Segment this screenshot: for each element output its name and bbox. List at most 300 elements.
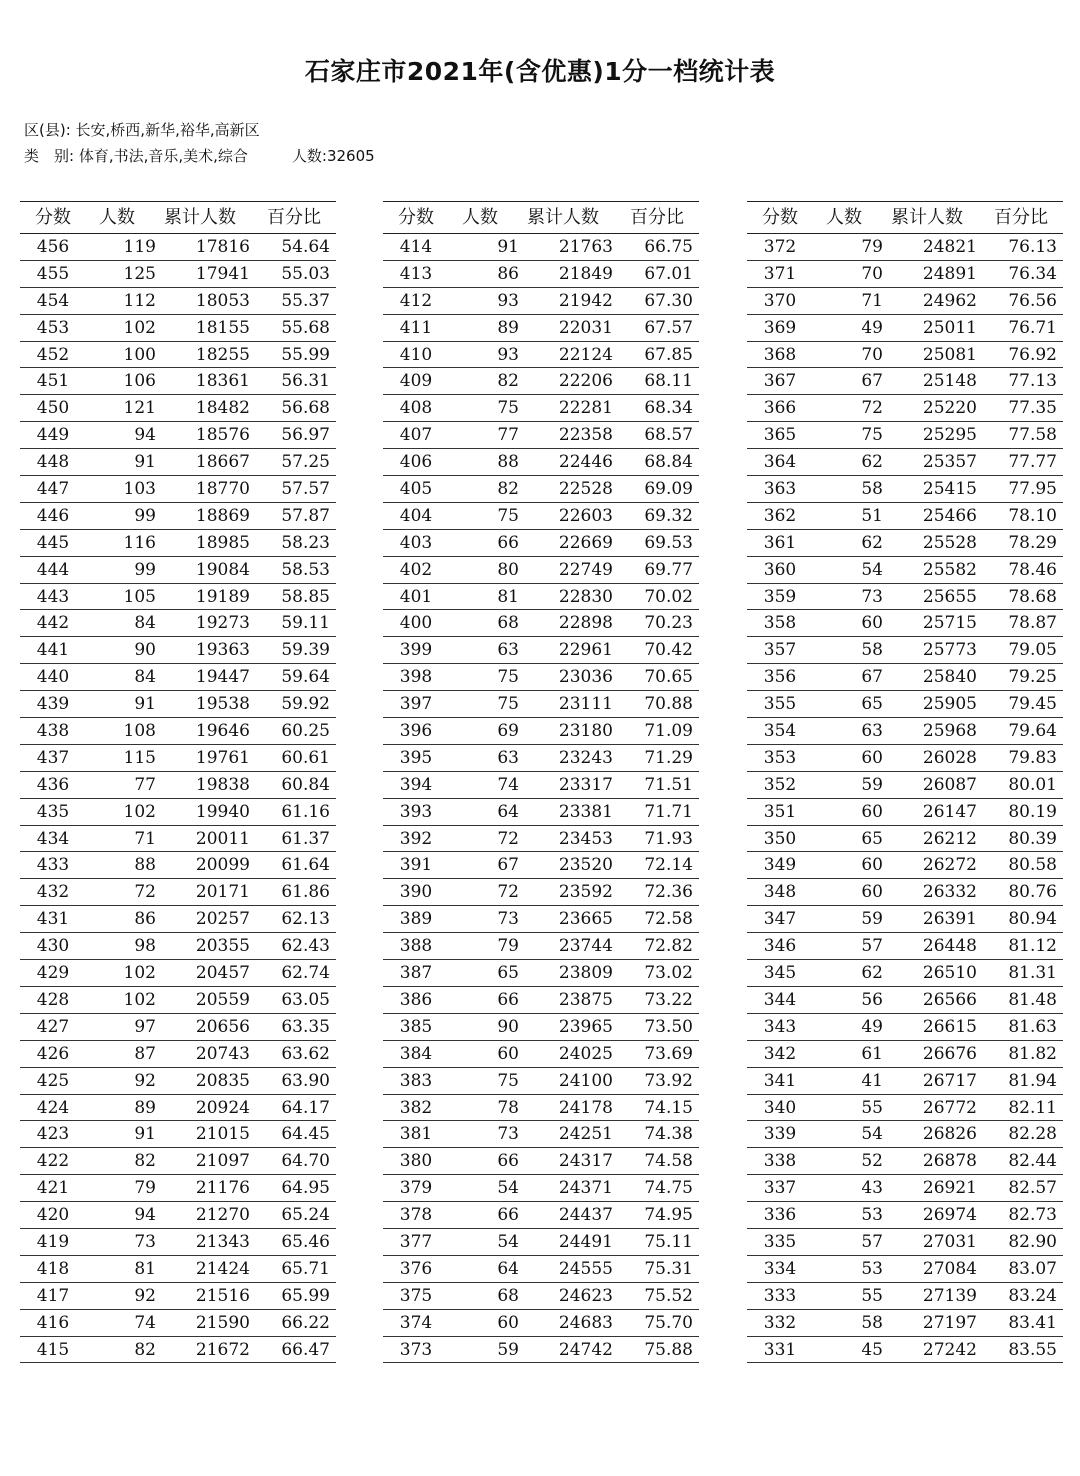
score-cell: 403 bbox=[399, 532, 433, 553]
percent-cell: 77.58 bbox=[1008, 425, 1057, 446]
score-cell: 406 bbox=[399, 452, 433, 473]
table-row bbox=[383, 1256, 699, 1283]
score-cell: 418 bbox=[36, 1258, 70, 1279]
table-row bbox=[383, 422, 699, 449]
cumulative-cell: 22749 bbox=[558, 559, 613, 580]
percent-cell: 58.53 bbox=[281, 559, 330, 580]
table-row bbox=[383, 584, 699, 611]
table-row bbox=[20, 745, 336, 772]
cumulative-cell: 26212 bbox=[922, 828, 977, 849]
cumulative-cell: 23875 bbox=[558, 989, 613, 1010]
cumulative-cell: 23180 bbox=[558, 721, 613, 742]
count-cell: 88 bbox=[134, 855, 156, 876]
table-row bbox=[747, 637, 1063, 664]
score-cell: 352 bbox=[763, 774, 797, 795]
cumulative-cell: 25220 bbox=[922, 398, 977, 419]
percent-cell: 77.35 bbox=[1008, 398, 1057, 419]
header-cumulative: 累计人数 bbox=[527, 207, 599, 228]
table-row bbox=[383, 395, 699, 422]
percent-cell: 83.41 bbox=[1008, 1312, 1057, 1333]
count-cell: 105 bbox=[123, 586, 156, 607]
percent-cell: 67.85 bbox=[644, 344, 693, 365]
count-cell: 78 bbox=[497, 1097, 519, 1118]
percent-cell: 76.71 bbox=[1008, 317, 1057, 338]
score-cell: 445 bbox=[36, 532, 70, 553]
table-row bbox=[20, 960, 336, 987]
score-cell: 377 bbox=[399, 1231, 433, 1252]
score-cell: 375 bbox=[399, 1285, 433, 1306]
cumulative-cell: 23453 bbox=[558, 828, 613, 849]
cumulative-cell: 27139 bbox=[922, 1285, 977, 1306]
count-cell: 99 bbox=[134, 505, 156, 526]
table-row bbox=[383, 503, 699, 530]
score-cell: 344 bbox=[763, 989, 797, 1010]
percent-cell: 71.51 bbox=[644, 774, 693, 795]
percent-cell: 80.39 bbox=[1008, 828, 1057, 849]
table-row bbox=[383, 718, 699, 745]
percent-cell: 63.35 bbox=[281, 1016, 330, 1037]
score-cell: 420 bbox=[36, 1205, 70, 1226]
cumulative-cell: 25840 bbox=[922, 667, 977, 688]
table-row bbox=[20, 315, 336, 342]
cumulative-cell: 23592 bbox=[558, 882, 613, 903]
table-row bbox=[747, 1337, 1063, 1364]
count-cell: 60 bbox=[861, 747, 883, 768]
count-cell: 100 bbox=[123, 344, 156, 365]
count-cell: 63 bbox=[497, 640, 519, 661]
header-count: 人数 bbox=[99, 207, 135, 228]
cumulative-cell: 20099 bbox=[195, 855, 250, 876]
score-cell: 417 bbox=[36, 1285, 70, 1306]
score-cell: 411 bbox=[399, 317, 433, 338]
percent-cell: 70.42 bbox=[644, 640, 693, 661]
score-cell: 332 bbox=[763, 1312, 797, 1333]
score-cell: 391 bbox=[399, 855, 433, 876]
percent-cell: 75.11 bbox=[644, 1231, 693, 1252]
cumulative-cell: 20559 bbox=[195, 989, 250, 1010]
count-cell: 84 bbox=[134, 613, 156, 634]
percent-cell: 55.68 bbox=[281, 317, 330, 338]
percent-cell: 62.74 bbox=[281, 963, 330, 984]
cumulative-cell: 23965 bbox=[558, 1016, 613, 1037]
percent-cell: 72.14 bbox=[644, 855, 693, 876]
cumulative-cell: 23317 bbox=[558, 774, 613, 795]
count-cell: 73 bbox=[861, 586, 883, 607]
table-row bbox=[383, 368, 699, 395]
count-cell: 67 bbox=[497, 855, 519, 876]
table-row bbox=[383, 637, 699, 664]
score-cell: 336 bbox=[763, 1205, 797, 1226]
count-cell: 60 bbox=[861, 801, 883, 822]
table-row bbox=[20, 422, 336, 449]
count-cell: 79 bbox=[134, 1178, 156, 1199]
table-row bbox=[747, 1310, 1063, 1337]
score-cell: 416 bbox=[36, 1312, 70, 1333]
percent-cell: 59.64 bbox=[281, 667, 330, 688]
cumulative-cell: 24178 bbox=[558, 1097, 613, 1118]
header-cumulative: 累计人数 bbox=[164, 207, 236, 228]
cumulative-cell: 21176 bbox=[195, 1178, 250, 1199]
score-cell: 381 bbox=[399, 1124, 433, 1145]
table-row bbox=[383, 1202, 699, 1229]
count-cell: 43 bbox=[861, 1178, 883, 1199]
percent-cell: 80.58 bbox=[1008, 855, 1057, 876]
table-row bbox=[383, 1121, 699, 1148]
count-cell: 60 bbox=[497, 1312, 519, 1333]
count-cell: 70 bbox=[861, 263, 883, 284]
table-row bbox=[20, 1068, 336, 1095]
header-percent: 百分比 bbox=[994, 207, 1048, 228]
count-cell: 69 bbox=[497, 721, 519, 742]
table-body bbox=[747, 234, 1063, 1363]
cumulative-cell: 23809 bbox=[558, 963, 613, 984]
table-header bbox=[20, 201, 336, 234]
percent-cell: 65.71 bbox=[281, 1258, 330, 1279]
count-cell: 63 bbox=[861, 721, 883, 742]
score-cell: 335 bbox=[763, 1231, 797, 1252]
percent-cell: 55.37 bbox=[281, 290, 330, 311]
count-cell: 60 bbox=[861, 613, 883, 634]
count-cell: 93 bbox=[497, 344, 519, 365]
score-cell: 451 bbox=[36, 371, 70, 392]
cumulative-cell: 25415 bbox=[922, 479, 977, 500]
percent-cell: 82.90 bbox=[1008, 1231, 1057, 1252]
score-cell: 435 bbox=[36, 801, 70, 822]
score-cell: 428 bbox=[36, 989, 70, 1010]
percent-cell: 76.34 bbox=[1008, 263, 1057, 284]
table-row bbox=[747, 261, 1063, 288]
cumulative-cell: 26826 bbox=[922, 1124, 977, 1145]
count-cell: 91 bbox=[134, 452, 156, 473]
percent-cell: 55.99 bbox=[281, 344, 330, 365]
count-cell: 74 bbox=[134, 1312, 156, 1333]
cumulative-cell: 24251 bbox=[558, 1124, 613, 1145]
score-cell: 339 bbox=[763, 1124, 797, 1145]
percent-cell: 63.05 bbox=[281, 989, 330, 1010]
total-label: 人数:32605 bbox=[291, 147, 375, 165]
header-score: 分数 bbox=[762, 207, 798, 228]
cumulative-cell: 17941 bbox=[195, 263, 250, 284]
percent-cell: 58.23 bbox=[281, 532, 330, 553]
cumulative-cell: 20835 bbox=[195, 1070, 250, 1091]
percent-cell: 81.63 bbox=[1008, 1016, 1057, 1037]
table-row bbox=[747, 1283, 1063, 1310]
score-cell: 341 bbox=[763, 1070, 797, 1091]
table-row bbox=[20, 933, 336, 960]
count-cell: 73 bbox=[134, 1231, 156, 1252]
table-row bbox=[383, 610, 699, 637]
table-row bbox=[20, 1283, 336, 1310]
cumulative-cell: 26087 bbox=[922, 774, 977, 795]
cumulative-cell: 21343 bbox=[195, 1231, 250, 1252]
count-cell: 103 bbox=[123, 479, 156, 500]
cumulative-cell: 18361 bbox=[195, 371, 250, 392]
score-cell: 368 bbox=[763, 344, 797, 365]
percent-cell: 71.93 bbox=[644, 828, 693, 849]
percent-cell: 65.24 bbox=[281, 1205, 330, 1226]
cumulative-cell: 21015 bbox=[195, 1124, 250, 1145]
table-row bbox=[383, 879, 699, 906]
cumulative-cell: 20656 bbox=[195, 1016, 250, 1037]
cumulative-cell: 26566 bbox=[922, 989, 977, 1010]
score-cell: 333 bbox=[763, 1285, 797, 1306]
count-cell: 62 bbox=[861, 963, 883, 984]
score-cell: 414 bbox=[399, 237, 433, 257]
table-row bbox=[747, 288, 1063, 315]
percent-cell: 76.13 bbox=[1008, 237, 1057, 257]
percent-cell: 74.75 bbox=[644, 1178, 693, 1199]
cumulative-cell: 25528 bbox=[922, 532, 977, 553]
table-row bbox=[20, 691, 336, 718]
percent-cell: 61.37 bbox=[281, 828, 330, 849]
score-cell: 338 bbox=[763, 1151, 797, 1172]
score-cell: 340 bbox=[763, 1097, 797, 1118]
table-row bbox=[20, 1229, 336, 1256]
count-cell: 90 bbox=[497, 1016, 519, 1037]
count-cell: 63 bbox=[497, 747, 519, 768]
header-score: 分数 bbox=[398, 207, 434, 228]
count-cell: 54 bbox=[861, 1124, 883, 1145]
score-cell: 424 bbox=[36, 1097, 70, 1118]
score-cell: 402 bbox=[399, 559, 433, 580]
percent-cell: 67.01 bbox=[644, 263, 693, 284]
cumulative-cell: 19363 bbox=[195, 640, 250, 661]
cumulative-cell: 22528 bbox=[558, 479, 613, 500]
percent-cell: 68.11 bbox=[644, 371, 693, 392]
percent-cell: 74.58 bbox=[644, 1151, 693, 1172]
cumulative-cell: 19838 bbox=[195, 774, 250, 795]
count-cell: 91 bbox=[134, 1124, 156, 1145]
score-cell: 437 bbox=[36, 747, 70, 768]
score-cell: 364 bbox=[763, 452, 797, 473]
table-row bbox=[383, 315, 699, 342]
table-row bbox=[20, 1310, 336, 1337]
table-row bbox=[747, 691, 1063, 718]
table-row bbox=[747, 1229, 1063, 1256]
percent-cell: 62.13 bbox=[281, 909, 330, 930]
cumulative-cell: 25295 bbox=[922, 425, 977, 446]
cumulative-cell: 18255 bbox=[195, 344, 250, 365]
cumulative-cell: 22830 bbox=[558, 586, 613, 607]
score-cell: 432 bbox=[36, 882, 70, 903]
cumulative-cell: 22206 bbox=[558, 371, 613, 392]
percent-cell: 60.61 bbox=[281, 747, 330, 768]
percent-cell: 81.94 bbox=[1008, 1070, 1057, 1091]
percent-cell: 78.68 bbox=[1008, 586, 1057, 607]
score-cell: 455 bbox=[36, 263, 70, 284]
score-cell: 405 bbox=[399, 479, 433, 500]
table-row bbox=[383, 1175, 699, 1202]
score-cell: 440 bbox=[36, 667, 70, 688]
count-cell: 65 bbox=[861, 828, 883, 849]
count-cell: 75 bbox=[497, 667, 519, 688]
score-cell: 434 bbox=[36, 828, 70, 849]
score-cell: 408 bbox=[399, 398, 433, 419]
cumulative-cell: 24623 bbox=[558, 1285, 613, 1306]
score-cell: 378 bbox=[399, 1205, 433, 1226]
cumulative-cell: 24317 bbox=[558, 1151, 613, 1172]
table-row bbox=[747, 584, 1063, 611]
header-score: 分数 bbox=[35, 207, 71, 228]
cumulative-cell: 25148 bbox=[922, 371, 977, 392]
score-cell: 410 bbox=[399, 344, 433, 365]
score-cell: 376 bbox=[399, 1258, 433, 1279]
score-cell: 422 bbox=[36, 1151, 70, 1172]
cumulative-cell: 24962 bbox=[922, 290, 977, 311]
cumulative-cell: 26272 bbox=[922, 855, 977, 876]
table-row bbox=[383, 1229, 699, 1256]
score-cell: 423 bbox=[36, 1124, 70, 1145]
cumulative-cell: 21849 bbox=[558, 263, 613, 284]
table-row bbox=[20, 637, 336, 664]
table-row bbox=[20, 1256, 336, 1283]
table-row bbox=[747, 610, 1063, 637]
table-row bbox=[383, 1068, 699, 1095]
count-cell: 65 bbox=[497, 963, 519, 984]
table-row bbox=[20, 987, 336, 1014]
table-row bbox=[747, 933, 1063, 960]
count-cell: 92 bbox=[134, 1285, 156, 1306]
table-row bbox=[383, 960, 699, 987]
count-cell: 106 bbox=[123, 371, 156, 392]
cumulative-cell: 19447 bbox=[195, 667, 250, 688]
table-row bbox=[383, 530, 699, 557]
score-cell: 442 bbox=[36, 613, 70, 634]
count-cell: 64 bbox=[497, 1258, 519, 1279]
percent-cell: 75.31 bbox=[644, 1258, 693, 1279]
percent-cell: 74.15 bbox=[644, 1097, 693, 1118]
count-cell: 87 bbox=[134, 1043, 156, 1064]
table-row bbox=[383, 745, 699, 772]
percent-cell: 79.83 bbox=[1008, 747, 1057, 768]
cumulative-cell: 21424 bbox=[195, 1258, 250, 1279]
score-cell: 372 bbox=[763, 237, 797, 257]
count-cell: 66 bbox=[497, 1205, 519, 1226]
table-row bbox=[383, 1337, 699, 1364]
table-row bbox=[747, 1095, 1063, 1122]
percent-cell: 68.57 bbox=[644, 425, 693, 446]
percent-cell: 61.64 bbox=[281, 855, 330, 876]
cumulative-cell: 23243 bbox=[558, 747, 613, 768]
table-row bbox=[20, 664, 336, 691]
score-cell: 370 bbox=[763, 290, 797, 311]
score-cell: 354 bbox=[763, 721, 797, 742]
percent-cell: 73.22 bbox=[644, 989, 693, 1010]
cumulative-cell: 26921 bbox=[922, 1178, 977, 1199]
score-cell: 365 bbox=[763, 425, 797, 446]
cumulative-cell: 24371 bbox=[558, 1178, 613, 1199]
score-cell: 452 bbox=[36, 344, 70, 365]
percent-cell: 58.85 bbox=[281, 586, 330, 607]
cumulative-cell: 26878 bbox=[922, 1151, 977, 1172]
table-row bbox=[383, 288, 699, 315]
table-row bbox=[747, 772, 1063, 799]
cumulative-cell: 19084 bbox=[195, 559, 250, 580]
count-cell: 73 bbox=[497, 909, 519, 930]
percent-cell: 69.53 bbox=[644, 532, 693, 553]
count-cell: 57 bbox=[861, 936, 883, 957]
percent-cell: 70.23 bbox=[644, 613, 693, 634]
cumulative-cell: 24025 bbox=[558, 1043, 613, 1064]
score-cell: 398 bbox=[399, 667, 433, 688]
percent-cell: 83.24 bbox=[1008, 1285, 1057, 1306]
cumulative-cell: 26391 bbox=[922, 909, 977, 930]
table-row bbox=[747, 826, 1063, 853]
percent-cell: 65.46 bbox=[281, 1231, 330, 1252]
count-cell: 49 bbox=[861, 1016, 883, 1037]
count-cell: 88 bbox=[497, 452, 519, 473]
table-row bbox=[20, 799, 336, 826]
table-body bbox=[383, 234, 699, 1363]
count-cell: 73 bbox=[497, 1124, 519, 1145]
table-row bbox=[383, 906, 699, 933]
cumulative-cell: 19761 bbox=[195, 747, 250, 768]
score-cell: 430 bbox=[36, 936, 70, 957]
count-cell: 54 bbox=[497, 1231, 519, 1252]
percent-cell: 66.47 bbox=[281, 1339, 330, 1360]
count-cell: 62 bbox=[861, 532, 883, 553]
page-title: 石家庄市2021年(含优惠)1分一档统计表 bbox=[304, 57, 776, 86]
count-cell: 86 bbox=[134, 909, 156, 930]
percent-cell: 55.03 bbox=[281, 263, 330, 284]
cumulative-cell: 25715 bbox=[922, 613, 977, 634]
percent-cell: 57.25 bbox=[281, 452, 330, 473]
score-cell: 379 bbox=[399, 1178, 433, 1199]
percent-cell: 74.38 bbox=[644, 1124, 693, 1145]
percent-cell: 71.71 bbox=[644, 801, 693, 822]
cumulative-cell: 25466 bbox=[922, 505, 977, 526]
cumulative-cell: 19940 bbox=[195, 801, 250, 822]
score-cell: 367 bbox=[763, 371, 797, 392]
percent-cell: 82.44 bbox=[1008, 1151, 1057, 1172]
count-cell: 75 bbox=[497, 505, 519, 526]
cumulative-cell: 20257 bbox=[195, 909, 250, 930]
count-cell: 61 bbox=[861, 1043, 883, 1064]
score-cell: 388 bbox=[399, 936, 433, 957]
table-row bbox=[20, 449, 336, 476]
percent-cell: 69.09 bbox=[644, 479, 693, 500]
table-row bbox=[747, 234, 1063, 261]
score-cell: 351 bbox=[763, 801, 797, 822]
cumulative-cell: 26510 bbox=[922, 963, 977, 984]
table-row bbox=[383, 691, 699, 718]
table-row bbox=[20, 1121, 336, 1148]
score-cell: 390 bbox=[399, 882, 433, 903]
table-row bbox=[383, 852, 699, 879]
score-cell: 356 bbox=[763, 667, 797, 688]
count-cell: 64 bbox=[497, 801, 519, 822]
cumulative-cell: 22669 bbox=[558, 532, 613, 553]
table-row bbox=[383, 1283, 699, 1310]
table-row bbox=[383, 933, 699, 960]
percent-cell: 56.68 bbox=[281, 398, 330, 419]
count-cell: 58 bbox=[861, 1312, 883, 1333]
table-row bbox=[383, 826, 699, 853]
count-cell: 77 bbox=[497, 425, 519, 446]
count-cell: 60 bbox=[497, 1043, 519, 1064]
score-cell: 392 bbox=[399, 828, 433, 849]
cumulative-cell: 27197 bbox=[922, 1312, 977, 1333]
count-cell: 72 bbox=[497, 828, 519, 849]
table-row bbox=[747, 1175, 1063, 1202]
table-row bbox=[383, 476, 699, 503]
score-cell: 349 bbox=[763, 855, 797, 876]
table-row bbox=[747, 1256, 1063, 1283]
score-cell: 369 bbox=[763, 317, 797, 338]
score-cell: 441 bbox=[36, 640, 70, 661]
table-row bbox=[747, 342, 1063, 369]
cumulative-cell: 22124 bbox=[558, 344, 613, 365]
